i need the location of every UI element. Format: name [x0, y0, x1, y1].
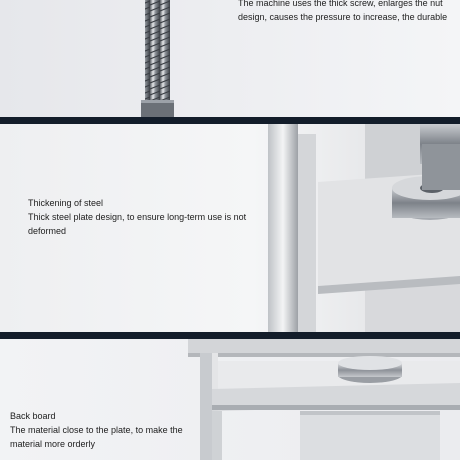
steel-title: Thickening of steel [28, 198, 104, 208]
steel-description: Thick steel plate design, to ensure long-term use is not deformed [28, 212, 247, 236]
back-board-title: Back board [10, 411, 56, 421]
section-divider [0, 332, 460, 339]
back-board-description: The material close to the plate, to make the material more orderly [10, 425, 183, 449]
screw-description: The machine uses the thick screw, enlarges the nut design, causes the pressure to increase, the durable [238, 0, 448, 22]
section-divider [0, 117, 460, 124]
steel-panel [0, 124, 460, 332]
screw-panel [0, 0, 460, 117]
back-board-panel [0, 339, 460, 460]
